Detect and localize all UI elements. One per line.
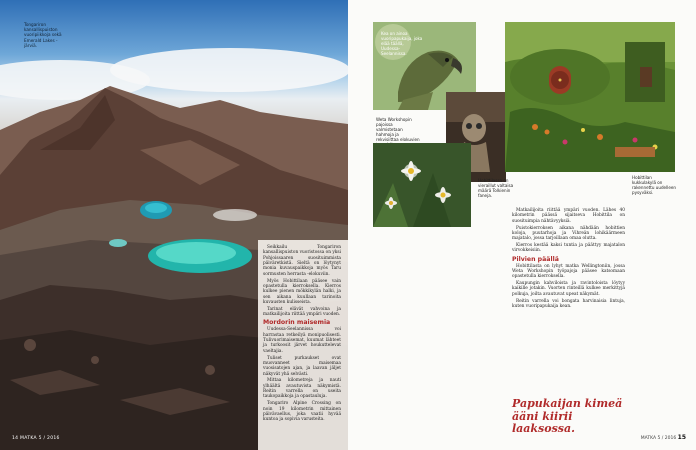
flowers-photo	[373, 143, 471, 227]
right-article-column	[512, 208, 625, 311]
right-page	[348, 0, 696, 450]
paragraph: Tarinat elävät vahvoina ja matkailijoita riittää ympäri vuoden.	[263, 306, 341, 318]
left-article-column	[263, 245, 341, 424]
page-folio: 14 MATKA 5 / 2016	[12, 436, 60, 441]
paragraph: Puistokierroksen aikana nähdään hobittien koloja, puutarhoja ja Vihreän lohikäärmeen majatalo, jossa tarjoillaan omaa olutta.	[512, 225, 625, 242]
hobbiton-caption: Hobittilassa on vieraillut valtaisa määrä Tolkienin faneja.	[478, 178, 514, 198]
hobbiton-photo	[505, 22, 675, 172]
page-folio	[641, 434, 686, 441]
paragraph: Matkailijoita riittää ympäri vuoden. Lähes 40 kilometrin päässä sijaitseva Hobittila on suosituimpia nähtävyyksiä.	[512, 208, 625, 224]
page-number: 15	[677, 434, 686, 441]
paragraph: Uudessa-Seelannissa voi harrastaa retkeilyä monipuolisesti. Tulivuorimaisemat, kuumat lähteet ja turkoosit järvet houkuttelevat vaeltajia.	[263, 327, 341, 354]
kea-caption: Kea on ainoa vuoripapukaija, joka elää täällä, Uudessa-Seelannissa.	[381, 31, 423, 56]
subheading: Pilvien päällä	[512, 255, 559, 263]
subheading: Mordorin maisemia	[263, 319, 331, 327]
paragraph: Hobittilasta on lyhyt matka Wellingtoniin, jossa Weta Workshopin työpajoja pääsee katsomaan opastetulla kierroksella.	[512, 263, 625, 280]
paragraph: Reitin varrella voi bongata harvinaisia lintuja, kuten vuoripapukaija kean.	[512, 298, 625, 309]
paragraph: Kaupungin kahviloista ja ravintoloista löytyy kaikille jotakin. Vuorten rinteillä kulkee merkittyjä polkuja, joilta avautuvat upeat näkymät.	[512, 281, 625, 297]
hobbiton-village-caption: Hobittilan kukkulakylä on rakennettu uudelleen pysyväksi.	[632, 175, 676, 195]
paragraph: Kierros kestää kaksi tuntia ja päättyy majatalon virvokkeisiin.	[512, 243, 625, 254]
paragraph: Myös Hobittilaan pääsee vain opastetulla kierroksella. Kierros kulkee pienen mökkikylän halki, ja sen aikana kuullaan tarinoita kuvausten kulisseista.	[263, 278, 341, 305]
paragraph: Seikkailu Tongariron kansallispuiston vuoristossa on yksi Pohjoissaaren suosituimmista päiväretkistä. Sieltä on löytynyt monia kuvauspaikkoja myös Taru sormusten herrasta -elokuviin.	[263, 245, 341, 277]
paragraph: Mittaa kilometreja ja nauti ylhäältä avautuvista näkymistä. Reitin varrella on useita taukopaikkoja ja opastauluja.	[263, 378, 341, 400]
pull-quote: Papukaijan kimeä ääni kiirii laaksossa.	[512, 397, 623, 435]
weta-caption: Weta Workshopin pajoissa valmistetaan hahmoja ja rekvisiittaa elokuvien	[376, 117, 420, 142]
magazine-issue: MATKA 5 / 2016	[640, 436, 677, 441]
paragraph: Tongariro Alpine Crossing on noin 19 kilometrin mittainen päivävaellus, joka vaatii hyvää kuntoa ja sopivia varusteita.	[263, 401, 341, 423]
photo-caption: Tongariron kansallispuiston vuoripiikkoja sekä Emerald Lakes -järviä.	[24, 22, 62, 48]
paragraph: Tuliset purkaukset ovat muovanneet maisemaa vuosisatojen ajan, ja laavan jäljet näkyvät yhä selvästi.	[263, 355, 341, 377]
